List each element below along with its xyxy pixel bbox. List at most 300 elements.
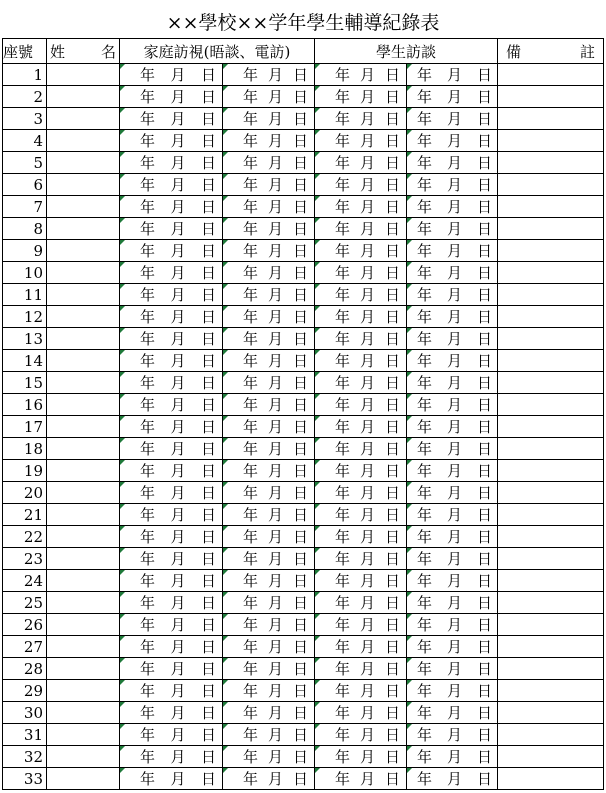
remark-cell[interactable] xyxy=(498,372,604,394)
day-label: 日 xyxy=(292,638,308,656)
date-cell[interactable] xyxy=(407,680,498,702)
date-cell[interactable] xyxy=(120,636,223,658)
date-cell[interactable] xyxy=(223,548,315,570)
day-label: 日 xyxy=(200,396,216,414)
header-remark[interactable]: 備 註 xyxy=(498,39,604,64)
remark-cell[interactable] xyxy=(498,218,604,240)
name-cell[interactable] xyxy=(47,460,120,482)
date-cell[interactable] xyxy=(223,152,315,174)
seat-number-cell[interactable]: 33 xyxy=(3,768,47,790)
date-cell[interactable] xyxy=(223,702,315,724)
date-cell[interactable] xyxy=(223,504,315,526)
remark-cell[interactable] xyxy=(498,416,604,438)
date-cell[interactable] xyxy=(407,768,498,790)
name-cell[interactable] xyxy=(47,350,120,372)
year-label: 年 xyxy=(140,286,156,304)
date-cell[interactable] xyxy=(407,328,498,350)
date-cell[interactable] xyxy=(315,262,407,284)
name-cell[interactable] xyxy=(47,636,120,658)
remark-cell[interactable] xyxy=(498,262,604,284)
table-row xyxy=(3,174,604,196)
seat-number-cell[interactable]: 26 xyxy=(3,614,47,636)
date-cell[interactable] xyxy=(315,328,407,350)
seat-number-cell[interactable]: 17 xyxy=(3,416,47,438)
table-row xyxy=(3,570,604,592)
seat-number-cell[interactable]: 15 xyxy=(3,372,47,394)
date-cell[interactable] xyxy=(223,526,315,548)
year-label: 年 xyxy=(243,440,259,458)
date-cell[interactable] xyxy=(223,746,315,768)
year-label: 年 xyxy=(140,748,156,766)
date-cell[interactable] xyxy=(120,284,223,306)
date-cell[interactable] xyxy=(223,240,315,262)
date-cell[interactable] xyxy=(315,460,407,482)
remark-cell[interactable] xyxy=(498,438,604,460)
date-cell[interactable] xyxy=(315,746,407,768)
month-label: 月 xyxy=(267,418,283,436)
remark-cell[interactable] xyxy=(498,130,604,152)
name-cell[interactable] xyxy=(47,438,120,460)
date-cell[interactable] xyxy=(315,284,407,306)
date-cell[interactable] xyxy=(120,306,223,328)
date-cell[interactable] xyxy=(120,240,223,262)
date-cell[interactable] xyxy=(407,460,498,482)
date-cell[interactable] xyxy=(407,174,498,196)
date-cell[interactable] xyxy=(315,680,407,702)
seat-number-cell[interactable]: 2 xyxy=(3,86,47,108)
day-label: 日 xyxy=(384,110,400,128)
date-cell[interactable] xyxy=(315,526,407,548)
day-label: 日 xyxy=(384,660,400,678)
seat-number-cell[interactable]: 13 xyxy=(3,328,47,350)
date-cell[interactable] xyxy=(315,482,407,504)
name-cell[interactable] xyxy=(47,174,120,196)
remark-cell[interactable] xyxy=(498,284,604,306)
date-cell[interactable] xyxy=(315,130,407,152)
date-cell[interactable] xyxy=(407,394,498,416)
header-home-visit[interactable]: 家庭訪視(晤談、電訪) xyxy=(120,39,315,64)
date-cell[interactable] xyxy=(315,658,407,680)
remark-cell[interactable] xyxy=(498,526,604,548)
date-cell[interactable] xyxy=(120,416,223,438)
date-cell[interactable] xyxy=(407,152,498,174)
seat-number-cell[interactable]: 25 xyxy=(3,592,47,614)
date-cell[interactable] xyxy=(315,394,407,416)
month-label: 月 xyxy=(170,374,186,392)
seat-number-cell[interactable]: 28 xyxy=(3,658,47,680)
month-label: 月 xyxy=(447,330,463,348)
date-cell[interactable] xyxy=(315,152,407,174)
date-cell[interactable] xyxy=(407,372,498,394)
name-cell[interactable] xyxy=(47,658,120,680)
date-cell[interactable] xyxy=(223,570,315,592)
header-seat[interactable]: 座號 xyxy=(3,39,47,64)
seat-number-cell[interactable]: 24 xyxy=(3,570,47,592)
remark-cell[interactable] xyxy=(498,636,604,658)
date-cell[interactable] xyxy=(407,526,498,548)
date-cell[interactable] xyxy=(120,702,223,724)
year-label: 年 xyxy=(140,572,156,590)
date-cell[interactable] xyxy=(407,724,498,746)
seat-number-cell[interactable]: 12 xyxy=(3,306,47,328)
name-cell[interactable] xyxy=(47,196,120,218)
date-cell[interactable] xyxy=(407,746,498,768)
remark-cell[interactable] xyxy=(498,240,604,262)
remark-cell[interactable] xyxy=(498,482,604,504)
name-cell[interactable] xyxy=(47,526,120,548)
date-cell[interactable] xyxy=(120,592,223,614)
day-label: 日 xyxy=(477,198,493,216)
date-cell[interactable] xyxy=(407,262,498,284)
seat-number-cell[interactable]: 22 xyxy=(3,526,47,548)
date-cell[interactable] xyxy=(223,130,315,152)
date-cell[interactable] xyxy=(223,658,315,680)
date-cell[interactable] xyxy=(407,64,498,86)
date-cell[interactable] xyxy=(315,174,407,196)
date-cell[interactable] xyxy=(120,218,223,240)
date-cell[interactable] xyxy=(120,152,223,174)
remark-cell[interactable] xyxy=(498,196,604,218)
date-cell[interactable] xyxy=(120,350,223,372)
name-cell[interactable] xyxy=(47,262,120,284)
date-cell[interactable] xyxy=(223,218,315,240)
name-cell[interactable] xyxy=(47,284,120,306)
date-cell[interactable] xyxy=(120,768,223,790)
name-cell[interactable] xyxy=(47,702,120,724)
name-cell[interactable] xyxy=(47,614,120,636)
table-row xyxy=(3,614,604,636)
seat-number-cell[interactable]: 20 xyxy=(3,482,47,504)
month-label: 月 xyxy=(447,110,463,128)
name-cell[interactable] xyxy=(47,548,120,570)
name-cell[interactable] xyxy=(47,416,120,438)
date-cell[interactable] xyxy=(223,108,315,130)
date-cell[interactable] xyxy=(223,592,315,614)
date-cell[interactable] xyxy=(120,482,223,504)
remark-cell[interactable] xyxy=(498,768,604,790)
seat-number-cell[interactable]: 3 xyxy=(3,108,47,130)
seat-number-cell[interactable]: 11 xyxy=(3,284,47,306)
table-row xyxy=(3,394,604,416)
header-student-visit[interactable]: 學生訪談 xyxy=(315,39,498,64)
year-label: 年 xyxy=(140,264,156,282)
date-cell[interactable] xyxy=(223,284,315,306)
date-cell[interactable] xyxy=(223,768,315,790)
month-label: 月 xyxy=(447,506,463,524)
day-label: 日 xyxy=(477,704,493,722)
date-cell[interactable] xyxy=(120,196,223,218)
day-label: 日 xyxy=(384,220,400,238)
date-cell[interactable] xyxy=(407,108,498,130)
remark-cell[interactable] xyxy=(498,702,604,724)
date-cell[interactable] xyxy=(223,614,315,636)
date-cell[interactable] xyxy=(223,86,315,108)
date-cell[interactable] xyxy=(120,262,223,284)
date-cell[interactable] xyxy=(223,350,315,372)
name-cell[interactable] xyxy=(47,328,120,350)
seat-number-cell[interactable]: 7 xyxy=(3,196,47,218)
name-cell[interactable] xyxy=(47,768,120,790)
date-cell[interactable] xyxy=(120,658,223,680)
name-cell[interactable] xyxy=(47,240,120,262)
day-label: 日 xyxy=(477,594,493,612)
name-cell[interactable] xyxy=(47,504,120,526)
date-cell[interactable] xyxy=(223,460,315,482)
date-cell[interactable] xyxy=(407,196,498,218)
remark-cell[interactable] xyxy=(498,680,604,702)
date-cell[interactable] xyxy=(120,86,223,108)
date-cell[interactable] xyxy=(315,416,407,438)
seat-number-cell[interactable]: 8 xyxy=(3,218,47,240)
date-cell[interactable] xyxy=(120,614,223,636)
date-cell[interactable] xyxy=(120,460,223,482)
year-label: 年 xyxy=(417,132,433,150)
year-label: 年 xyxy=(417,726,433,744)
date-cell[interactable] xyxy=(120,504,223,526)
date-cell[interactable] xyxy=(120,394,223,416)
remark-cell[interactable] xyxy=(498,306,604,328)
month-label: 月 xyxy=(447,748,463,766)
remark-cell[interactable] xyxy=(498,614,604,636)
remark-cell[interactable] xyxy=(498,350,604,372)
year-label: 年 xyxy=(417,66,433,84)
name-cell[interactable] xyxy=(47,592,120,614)
date-cell[interactable] xyxy=(315,570,407,592)
name-cell[interactable] xyxy=(47,570,120,592)
date-cell[interactable] xyxy=(315,372,407,394)
date-cell[interactable] xyxy=(407,592,498,614)
date-cell[interactable] xyxy=(315,592,407,614)
year-label: 年 xyxy=(243,352,259,370)
date-cell[interactable] xyxy=(407,218,498,240)
date-cell[interactable] xyxy=(223,328,315,350)
year-label: 年 xyxy=(243,484,259,502)
remark-cell[interactable] xyxy=(498,746,604,768)
seat-number-cell[interactable]: 9 xyxy=(3,240,47,262)
date-cell[interactable] xyxy=(223,306,315,328)
date-cell[interactable] xyxy=(223,636,315,658)
remark-cell[interactable] xyxy=(498,460,604,482)
date-cell[interactable] xyxy=(223,64,315,86)
name-cell[interactable] xyxy=(47,86,120,108)
seat-number-cell[interactable]: 4 xyxy=(3,130,47,152)
date-cell[interactable] xyxy=(315,86,407,108)
remark-cell[interactable] xyxy=(498,152,604,174)
date-cell[interactable] xyxy=(407,86,498,108)
date-cell[interactable] xyxy=(407,416,498,438)
date-cell[interactable] xyxy=(315,306,407,328)
date-cell[interactable] xyxy=(315,350,407,372)
month-label: 月 xyxy=(447,594,463,612)
month-label: 月 xyxy=(359,638,375,656)
date-cell[interactable] xyxy=(407,482,498,504)
month-label: 月 xyxy=(359,682,375,700)
date-cell[interactable] xyxy=(407,130,498,152)
date-cell[interactable] xyxy=(315,504,407,526)
day-label: 日 xyxy=(292,748,308,766)
month-label: 月 xyxy=(359,308,375,326)
seat-number-cell[interactable]: 5 xyxy=(3,152,47,174)
date-cell[interactable] xyxy=(407,306,498,328)
remark-cell[interactable] xyxy=(498,86,604,108)
day-label: 日 xyxy=(384,484,400,502)
remark-cell[interactable] xyxy=(498,658,604,680)
month-label: 月 xyxy=(170,308,186,326)
month-label: 月 xyxy=(447,440,463,458)
date-cell[interactable] xyxy=(223,416,315,438)
date-cell[interactable] xyxy=(223,174,315,196)
month-label: 月 xyxy=(267,396,283,414)
day-label: 日 xyxy=(292,352,308,370)
day-label: 日 xyxy=(477,748,493,766)
seat-number-cell[interactable]: 30 xyxy=(3,702,47,724)
month-label: 月 xyxy=(170,220,186,238)
date-cell[interactable] xyxy=(120,680,223,702)
remark-cell[interactable] xyxy=(498,64,604,86)
seat-number-cell[interactable]: 6 xyxy=(3,174,47,196)
name-cell[interactable] xyxy=(47,746,120,768)
remark-cell[interactable] xyxy=(498,174,604,196)
date-cell[interactable] xyxy=(315,108,407,130)
year-label: 年 xyxy=(417,264,433,282)
date-cell[interactable] xyxy=(223,394,315,416)
seat-number-cell[interactable]: 18 xyxy=(3,438,47,460)
day-label: 日 xyxy=(384,242,400,260)
date-cell[interactable] xyxy=(315,218,407,240)
date-cell[interactable] xyxy=(407,350,498,372)
remark-cell[interactable] xyxy=(498,548,604,570)
seat-number-cell[interactable]: 23 xyxy=(3,548,47,570)
seat-number-cell[interactable]: 31 xyxy=(3,724,47,746)
date-cell[interactable] xyxy=(407,614,498,636)
name-cell[interactable] xyxy=(47,64,120,86)
date-cell[interactable] xyxy=(315,438,407,460)
month-label: 月 xyxy=(359,286,375,304)
date-cell[interactable] xyxy=(315,768,407,790)
date-cell[interactable] xyxy=(315,548,407,570)
seat-number-cell[interactable]: 27 xyxy=(3,636,47,658)
date-cell[interactable] xyxy=(315,636,407,658)
remark-cell[interactable] xyxy=(498,592,604,614)
date-cell[interactable] xyxy=(407,702,498,724)
date-cell[interactable] xyxy=(407,570,498,592)
month-label: 月 xyxy=(447,418,463,436)
name-cell[interactable] xyxy=(47,108,120,130)
month-label: 月 xyxy=(359,726,375,744)
seat-number-cell[interactable]: 19 xyxy=(3,460,47,482)
date-cell[interactable] xyxy=(120,108,223,130)
day-label: 日 xyxy=(384,550,400,568)
seat-number-cell[interactable]: 32 xyxy=(3,746,47,768)
date-cell[interactable] xyxy=(120,174,223,196)
date-cell[interactable] xyxy=(315,64,407,86)
month-label: 月 xyxy=(359,264,375,282)
date-cell[interactable] xyxy=(315,240,407,262)
name-cell[interactable] xyxy=(47,482,120,504)
date-cell[interactable] xyxy=(223,438,315,460)
month-label: 月 xyxy=(170,462,186,480)
date-cell[interactable] xyxy=(407,636,498,658)
seat-number-cell[interactable]: 21 xyxy=(3,504,47,526)
date-cell[interactable] xyxy=(120,64,223,86)
remark-cell[interactable] xyxy=(498,724,604,746)
date-cell[interactable] xyxy=(120,570,223,592)
name-cell[interactable] xyxy=(47,152,120,174)
date-cell[interactable] xyxy=(223,724,315,746)
name-cell[interactable] xyxy=(47,724,120,746)
month-label: 月 xyxy=(447,264,463,282)
month-label: 月 xyxy=(359,396,375,414)
date-cell[interactable] xyxy=(315,614,407,636)
day-label: 日 xyxy=(384,352,400,370)
date-cell[interactable] xyxy=(407,438,498,460)
day-label: 日 xyxy=(384,440,400,458)
year-label: 年 xyxy=(140,220,156,238)
seat-number-cell[interactable]: 10 xyxy=(3,262,47,284)
day-label: 日 xyxy=(200,352,216,370)
date-cell[interactable] xyxy=(120,438,223,460)
date-cell[interactable] xyxy=(223,680,315,702)
date-cell[interactable] xyxy=(407,548,498,570)
date-cell[interactable] xyxy=(120,526,223,548)
date-cell[interactable] xyxy=(120,372,223,394)
month-label: 月 xyxy=(170,396,186,414)
seat-number-cell[interactable]: 14 xyxy=(3,350,47,372)
date-cell[interactable] xyxy=(120,130,223,152)
year-label: 年 xyxy=(335,66,351,84)
year-label: 年 xyxy=(243,88,259,106)
date-cell[interactable] xyxy=(120,548,223,570)
date-cell[interactable] xyxy=(120,328,223,350)
seat-number-cell[interactable]: 29 xyxy=(3,680,47,702)
day-label: 日 xyxy=(200,110,216,128)
remark-cell[interactable] xyxy=(498,570,604,592)
month-label: 月 xyxy=(170,242,186,260)
day-label: 日 xyxy=(384,396,400,414)
date-cell[interactable] xyxy=(223,196,315,218)
name-cell[interactable] xyxy=(47,306,120,328)
remark-cell[interactable] xyxy=(498,504,604,526)
name-cell[interactable] xyxy=(47,218,120,240)
date-cell[interactable] xyxy=(315,196,407,218)
seat-number-cell[interactable]: 16 xyxy=(3,394,47,416)
date-cell[interactable] xyxy=(315,724,407,746)
remark-cell[interactable] xyxy=(498,108,604,130)
name-cell[interactable] xyxy=(47,372,120,394)
date-cell[interactable] xyxy=(407,240,498,262)
name-cell[interactable] xyxy=(47,394,120,416)
seat-number-cell[interactable]: 1 xyxy=(3,64,47,86)
date-cell[interactable] xyxy=(315,702,407,724)
remark-cell[interactable] xyxy=(498,394,604,416)
date-cell[interactable] xyxy=(407,504,498,526)
date-cell[interactable] xyxy=(223,262,315,284)
date-cell[interactable] xyxy=(407,284,498,306)
date-cell[interactable] xyxy=(407,658,498,680)
remark-cell[interactable] xyxy=(498,328,604,350)
day-label: 日 xyxy=(200,264,216,282)
name-cell[interactable] xyxy=(47,680,120,702)
date-cell[interactable] xyxy=(223,372,315,394)
month-label: 月 xyxy=(170,572,186,590)
date-cell[interactable] xyxy=(120,746,223,768)
year-label: 年 xyxy=(417,176,433,194)
year-label: 年 xyxy=(335,88,351,106)
date-cell[interactable] xyxy=(120,724,223,746)
header-name[interactable]: 姓 名 xyxy=(47,39,120,64)
name-cell[interactable] xyxy=(47,130,120,152)
date-cell[interactable] xyxy=(223,482,315,504)
